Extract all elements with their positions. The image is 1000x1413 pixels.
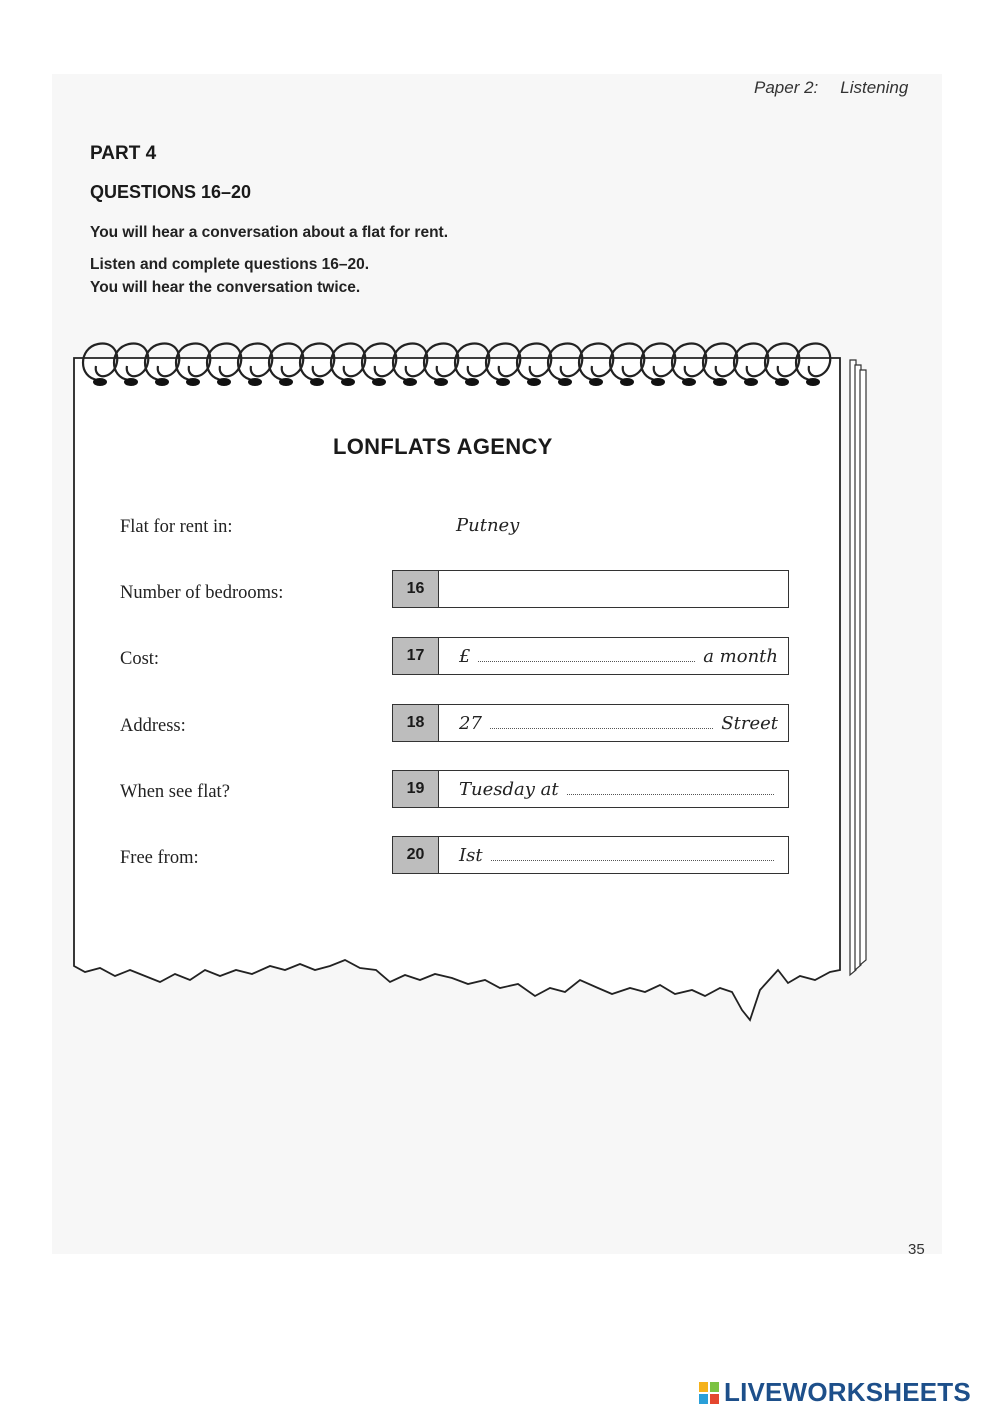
answer-box-19[interactable]	[392, 770, 789, 808]
instruction-2: Listen and complete questions 16–20.	[90, 256, 370, 273]
question-number: 18	[393, 705, 439, 741]
instruction-3: You will hear the conversation twice.	[90, 279, 361, 296]
answer-field[interactable]	[439, 837, 782, 873]
answer-box-17[interactable]	[392, 637, 789, 675]
label-bedrooms: Number of bedrooms:	[120, 583, 284, 603]
answer-field[interactable]	[439, 705, 782, 741]
answer-prefix: 27	[459, 712, 482, 734]
answer-prefix: £	[459, 645, 471, 667]
label-address: Address:	[120, 716, 186, 736]
answer-field[interactable]	[439, 571, 782, 607]
notebook-drawing	[60, 320, 890, 1040]
answer-blank[interactable]	[491, 860, 774, 861]
answer-suffix: Street	[721, 712, 778, 734]
answer-prefix: Ist	[459, 844, 483, 866]
answer-blank[interactable]	[478, 661, 695, 662]
question-number: 20	[393, 837, 439, 873]
liveworksheets-footer[interactable]	[698, 1377, 971, 1408]
questions-heading: QUESTIONS 16–20	[90, 182, 252, 202]
label-free-from: Free from:	[120, 848, 199, 868]
section-label: Listening	[840, 78, 909, 97]
label-when-see-flat: When see flat?	[120, 782, 230, 802]
question-number: 16	[393, 571, 439, 607]
paper-label: Paper 2:	[754, 78, 819, 97]
instruction-1: You will hear a conversation about a flat for rent.	[90, 224, 448, 241]
page-header	[754, 78, 908, 98]
question-number: 19	[393, 771, 439, 807]
part-heading: PART 4	[90, 143, 157, 164]
answer-prefix: Tuesday at	[459, 778, 559, 800]
answer-field[interactable]	[439, 771, 782, 807]
liveworksheets-logo-icon	[698, 1381, 720, 1405]
answer-suffix: a month	[703, 645, 778, 667]
answer-box-18[interactable]	[392, 704, 789, 742]
answer-blank[interactable]	[490, 728, 713, 729]
brand-name: LIVEWORKSHEETS	[724, 1377, 971, 1407]
label-flat-for-rent: Flat for rent in:	[120, 517, 233, 537]
answer-blank[interactable]	[567, 794, 774, 795]
answer-field[interactable]	[439, 638, 782, 674]
answer-box-20[interactable]	[392, 836, 789, 874]
page-number: 35	[908, 1241, 925, 1258]
agency-title: LONFLATS AGENCY	[333, 434, 553, 459]
answer-flat-location: Putney	[456, 515, 520, 536]
question-number: 17	[393, 638, 439, 674]
label-cost: Cost:	[120, 649, 160, 669]
answer-box-16[interactable]	[392, 570, 789, 608]
spiral-notebook	[60, 320, 890, 1040]
